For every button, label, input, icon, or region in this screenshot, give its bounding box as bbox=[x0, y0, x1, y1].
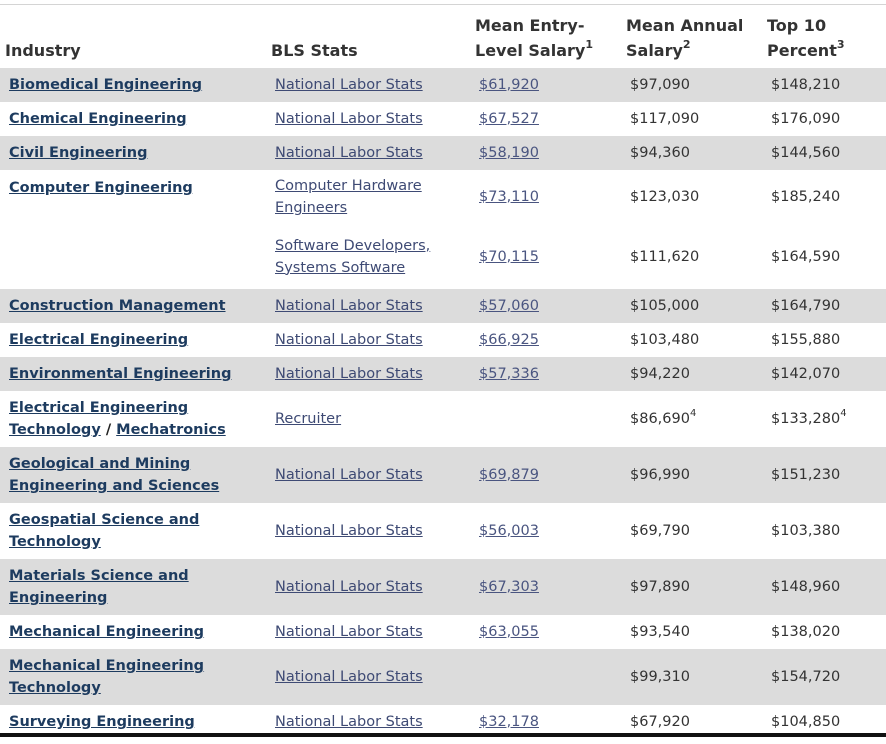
top-percent: $148,210 bbox=[762, 68, 886, 102]
top-percent: $104,850 bbox=[771, 714, 841, 730]
entry-salary-link[interactable]: $32,178 bbox=[479, 714, 539, 730]
annual-salary: $93,540 bbox=[630, 624, 690, 640]
industry-separator: / bbox=[100, 422, 117, 438]
entry-salary-link[interactable]: $66,925 bbox=[479, 332, 539, 348]
top-percent: $176,090 bbox=[771, 111, 841, 127]
annual-salary: $86,690$^4$ bbox=[630, 408, 697, 427]
table-row bbox=[0, 102, 886, 136]
top-percent: $138,020 bbox=[771, 624, 841, 640]
top-percent: $142,070 bbox=[762, 357, 886, 391]
annual-salary: $99,310 bbox=[621, 649, 762, 705]
header-industry: Industry bbox=[5, 41, 81, 60]
top-percent: $144,560 bbox=[762, 136, 886, 170]
top-percent: $154,720 bbox=[762, 649, 886, 705]
industry-empty bbox=[0, 224, 266, 289]
annual-salary: $96,990 bbox=[621, 447, 762, 503]
top-percent: $103,380 bbox=[771, 523, 841, 539]
entry-salary-link[interactable]: $63,055 bbox=[479, 624, 539, 640]
top-percent: $148,960 bbox=[762, 559, 886, 615]
top-percent: $164,590 bbox=[771, 248, 841, 265]
table-row bbox=[0, 391, 886, 447]
bls-link[interactable]: National Labor Stats bbox=[275, 714, 423, 730]
industry-link[interactable]: Geospatial Science and Technology bbox=[9, 512, 200, 550]
entry-salary-link[interactable]: $56,003 bbox=[479, 523, 539, 539]
footnote-marker: 4 bbox=[689, 408, 697, 420]
industry-link[interactable]: Chemical Engineering bbox=[9, 111, 187, 127]
table-row bbox=[0, 224, 886, 289]
top-percent: $185,240 bbox=[771, 189, 841, 205]
header-top-percent: Top 10 Percent$^3$ bbox=[767, 16, 845, 60]
table-row bbox=[0, 289, 886, 323]
annual-salary: $117,090 bbox=[630, 111, 700, 127]
entry-salary-link[interactable]: $69,879 bbox=[479, 467, 539, 483]
annual-salary: $105,000 bbox=[621, 289, 762, 323]
bls-link[interactable]: National Labor Stats bbox=[275, 145, 423, 161]
entry-salary-link[interactable]: $67,527 bbox=[479, 111, 539, 127]
entry-salary-link[interactable]: $57,060 bbox=[479, 298, 539, 314]
table-row bbox=[0, 559, 886, 615]
bls-link[interactable]: National Labor Stats bbox=[275, 579, 423, 595]
top-percent: $164,790 bbox=[762, 289, 886, 323]
entry-salary-empty bbox=[470, 649, 621, 705]
bls-link[interactable]: National Labor Stats bbox=[275, 467, 423, 483]
industry-link[interactable]: Surveying Engineering bbox=[9, 714, 195, 730]
salary-table bbox=[0, 5, 886, 739]
bls-link[interactable]: National Labor Stats bbox=[275, 298, 423, 314]
annual-salary: $111,620 bbox=[630, 248, 700, 265]
header-row bbox=[0, 5, 886, 68]
entry-salary-link[interactable]: $70,115 bbox=[479, 248, 539, 265]
table-row bbox=[0, 136, 886, 170]
annual-salary: $97,090 bbox=[621, 68, 762, 102]
annual-salary: $123,030 bbox=[630, 189, 700, 205]
header-entry-salary: Mean Entry- Level Salary$^1$ bbox=[475, 16, 593, 60]
bottom-border bbox=[0, 733, 886, 737]
entry-salary-link[interactable]: $73,110 bbox=[479, 189, 539, 205]
footnote-marker: 4 bbox=[840, 408, 847, 420]
annual-salary: $94,220 bbox=[621, 357, 762, 391]
bls-link[interactable]: National Labor Stats bbox=[275, 111, 423, 127]
bls-link[interactable]: National Labor Stats bbox=[275, 624, 423, 640]
annual-salary: $67,920 bbox=[630, 714, 690, 730]
bls-link[interactable]: Software Developers, Systems Software bbox=[275, 237, 431, 276]
industry-link-mechatronics[interactable]: Mechatronics bbox=[116, 422, 226, 438]
top-percent: $151,230 bbox=[762, 447, 886, 503]
bls-link[interactable]: National Labor Stats bbox=[275, 523, 423, 539]
top-percent: $133,280$^4$ bbox=[771, 408, 847, 427]
table-row bbox=[0, 323, 886, 357]
entry-salary-link[interactable]: $61,920 bbox=[479, 77, 539, 93]
entry-salary-empty bbox=[470, 391, 621, 447]
entry-salary-link[interactable]: $58,190 bbox=[479, 145, 539, 161]
table-row bbox=[0, 170, 886, 224]
header-annual-salary: Mean Annual Salary$^2$ bbox=[626, 16, 744, 60]
annual-salary: $69,790 bbox=[630, 523, 690, 539]
bls-link[interactable]: National Labor Stats bbox=[275, 366, 423, 382]
industry-link-eet[interactable]: Electrical Engineering Technology bbox=[9, 400, 189, 438]
annual-salary: $103,480 bbox=[630, 332, 700, 348]
top-percent: $155,880 bbox=[771, 332, 841, 348]
table-row bbox=[0, 649, 886, 705]
industry-link[interactable]: Materials Science and Engineering bbox=[9, 568, 189, 606]
industry-link[interactable]: Mechanical Engineering Technology bbox=[9, 658, 205, 696]
industry-link[interactable]: Environmental Engineering bbox=[9, 366, 232, 382]
industry-link[interactable]: Civil Engineering bbox=[9, 145, 148, 161]
table-row bbox=[0, 68, 886, 102]
table-row bbox=[0, 503, 886, 559]
industry-link[interactable]: Biomedical Engineering bbox=[9, 77, 203, 93]
header-bls: BLS Stats bbox=[271, 41, 358, 60]
table-row bbox=[0, 447, 886, 503]
table-row bbox=[0, 357, 886, 391]
industry-link[interactable]: Geological and Mining Engineering and Sciences bbox=[9, 456, 220, 494]
bls-link[interactable]: National Labor Stats bbox=[275, 669, 423, 685]
bls-link[interactable]: National Labor Stats bbox=[275, 77, 423, 93]
industry-link[interactable]: Computer Engineering bbox=[9, 180, 193, 196]
entry-salary-link[interactable]: $67,303 bbox=[479, 579, 539, 595]
bls-link[interactable]: National Labor Stats bbox=[275, 332, 423, 348]
industry-link[interactable]: Mechanical Engineering bbox=[9, 624, 205, 640]
entry-salary-link[interactable]: $57,336 bbox=[479, 366, 539, 382]
annual-salary: $97,890 bbox=[621, 559, 762, 615]
annual-salary: $94,360 bbox=[621, 136, 762, 170]
bls-link[interactable]: Computer Hardware Engineers bbox=[275, 178, 422, 216]
industry-link[interactable]: Construction Management bbox=[9, 298, 226, 314]
industry-link[interactable]: Electrical Engineering bbox=[9, 332, 189, 348]
bls-link[interactable]: Recruiter bbox=[275, 411, 342, 427]
table-row bbox=[0, 615, 886, 649]
